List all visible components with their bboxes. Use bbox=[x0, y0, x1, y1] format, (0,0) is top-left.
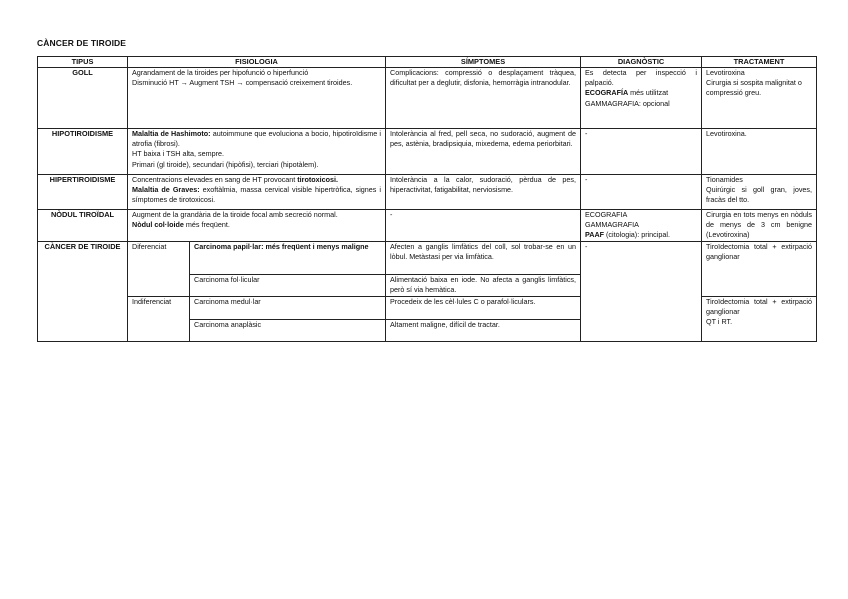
indif-tractament-line1: Tiroïdectomia total + extirpació ganglionar bbox=[706, 297, 813, 317]
tirotoxicosi-label: tirotoxicosi. bbox=[297, 175, 339, 184]
hiper-simptomes: Intolerància a la calor, sudoració, pèrdua de pes, hiperactivitat, fatigabilitat, nerviosisme. bbox=[386, 175, 581, 210]
carcinoma-follicular: Carcinoma fol·licular bbox=[190, 275, 386, 297]
cancer-diferenciat: Diferenciat bbox=[128, 242, 190, 297]
tipus-goll: GOLL bbox=[38, 68, 128, 129]
goll-simptomes: Complicacions: compressió o desplaçament tràquea, dificultat per a deglutir, disfonia, hemorràgia intranodular. bbox=[386, 68, 581, 129]
goll-diagnostic bbox=[581, 68, 702, 129]
header-tractament: TRACTAMENT bbox=[702, 57, 817, 68]
row-cancer-papillar bbox=[38, 242, 817, 275]
page-title: CÀNCER DE TIROIDE bbox=[37, 38, 127, 48]
nodul-diagnostic-line1: ECOGRAFIA bbox=[585, 210, 628, 219]
row-goll bbox=[38, 68, 817, 129]
goll-diagnostic-line2 bbox=[585, 88, 697, 98]
anaplasic-simptomes: Altament maligne, difícil de tractar. bbox=[386, 320, 581, 342]
row-hipertiroidisme bbox=[38, 175, 817, 210]
row-hipotiroidisme bbox=[38, 129, 817, 175]
carcinoma-papillar: Carcinoma papil·lar: més freqüent i menys maligne bbox=[190, 242, 386, 275]
goll-tractament-line1: Levotiroxina bbox=[706, 68, 745, 77]
nodul-fisiologia-line2 bbox=[132, 220, 381, 230]
cancer-diagnostic: - bbox=[581, 242, 702, 342]
cancer-indiferenciat: Indiferenciat bbox=[128, 297, 190, 342]
nodul-simptomes: - bbox=[386, 210, 581, 242]
tipus-hipertiroidisme: HIPERTIROIDISME bbox=[38, 175, 128, 210]
hiper-tractament-line2: Quirúrgic si goll gran, joves, fracàs del tto. bbox=[706, 185, 813, 205]
hiper-fisiologia-line1 bbox=[132, 175, 381, 185]
hiper-fisiologia-line2 bbox=[132, 185, 381, 205]
nodul-diagnostic bbox=[581, 210, 702, 242]
goll-diagnostic-line3: GAMMAGRAFIA: opcional bbox=[585, 98, 670, 108]
hiper-line1-pre: Concentracions elevades en sang de HT provocant bbox=[132, 175, 298, 184]
nodul-diagnostic-line3 bbox=[585, 230, 697, 240]
paaf-desc: (citologia): principal. bbox=[604, 230, 670, 240]
colloide-label: Nòdul col·loide bbox=[132, 220, 184, 230]
hiper-tractament bbox=[702, 175, 817, 210]
hipo-fisiologia-line2: HT baixa i TSH alta, sempre. bbox=[132, 149, 225, 159]
hipo-fisiologia bbox=[128, 129, 386, 175]
colloide-desc: més freqüent. bbox=[183, 220, 230, 230]
hipo-diagnostic: - bbox=[581, 129, 702, 175]
graves-label: Malaltia de Graves: bbox=[132, 185, 200, 195]
nodul-tractament: Cirurgia en tots menys en nòduls de menys de 3 cm benigne (Levotiroxina) bbox=[702, 210, 817, 242]
hiper-tractament-line1: Tionamides bbox=[706, 175, 743, 184]
follicular-simptomes: Alimentació baixa en iode. No afecta a ganglis limfàtics, però sí via hemàtica. bbox=[386, 275, 581, 297]
goll-fisiologia bbox=[128, 68, 386, 129]
carcinoma-medullar: Carcinoma medul·lar bbox=[190, 297, 386, 320]
header-simptomes: SÍMPTOMES bbox=[386, 57, 581, 68]
eco-label: ECOGRAFÍA bbox=[585, 88, 629, 98]
eco-rest: més utilitzat bbox=[628, 88, 669, 98]
header-tipus: TIPUS bbox=[38, 57, 128, 68]
cancer-tractament-dif: Tiroïdectomia total + extirpació ganglionar bbox=[702, 242, 817, 297]
hipo-tractament: Levotiroxina. bbox=[702, 129, 817, 175]
tipus-cancer: CÀNCER DE TIROIDE bbox=[38, 242, 128, 342]
graves-desc: exoftàlmia, massa cervical visible hipertròfica, signes i símptomes de tirotoxicosi. bbox=[132, 185, 382, 205]
goll-fisiologia-line2: Disminució HT → Augment TSH → compensació creixement tiroides. bbox=[132, 78, 353, 88]
header-row bbox=[38, 57, 817, 68]
goll-diagnostic-line1: Es detecta per inspecció i palpació. bbox=[585, 68, 698, 88]
hiper-diagnostic: - bbox=[581, 175, 702, 210]
hiper-fisiologia bbox=[128, 175, 386, 210]
thyroid-table bbox=[37, 56, 817, 342]
medullar-simptomes: Procedeix de les cèl·lules C o parafol·liculars. bbox=[386, 297, 581, 320]
goll-tractament-line2: Cirurgia si sospita malignitat o compressió greu. bbox=[706, 78, 802, 98]
row-nodul bbox=[38, 210, 817, 242]
cancer-tractament-indif bbox=[702, 297, 817, 342]
tipus-hipotiroidisme: HIPOTIROIDISME bbox=[38, 129, 128, 175]
tipus-nodul: NÒDUL TIROÏDAL bbox=[38, 210, 128, 242]
carcinoma-anaplasic: Carcinoma anaplàsic bbox=[190, 320, 386, 342]
hipo-fisiologia-line3: Primari (gl tiroide), secundari (hipòfisi), terciari (hipotàlem). bbox=[132, 159, 319, 169]
nodul-fisiologia bbox=[128, 210, 386, 242]
nodul-diagnostic-line2: GAMMAGRAFIA bbox=[585, 220, 639, 230]
nodul-fisiologia-line1: Augment de la grandària de la tiroide focal amb secreció normal. bbox=[132, 210, 338, 219]
hipo-simptomes: Intolerància al fred, pell seca, no sudoració, augment de pes, astènia, bradipsiquia, mixedema, edema periorbitari. bbox=[386, 129, 581, 175]
hashimoto-desc: autoimmune que evoluciona a bocio, hipotiroïdisme i atrofia (fibrosi). bbox=[132, 129, 382, 149]
indif-tractament-line2: QT i RT. bbox=[706, 317, 733, 327]
hashimoto-label: Malaltia de Hashimoto: bbox=[132, 129, 211, 138]
goll-tractament bbox=[702, 68, 817, 129]
papillar-simptomes: Afecten a ganglis limfàtics del coll, sol trobar-se en un lòbul. Metàstasi per via limfàtica. bbox=[386, 242, 581, 275]
hipo-fisiologia-line1 bbox=[132, 129, 381, 149]
paaf-label: PAAF bbox=[585, 230, 605, 240]
header-fisiologia: FISIOLOGIA bbox=[128, 57, 386, 68]
goll-fisiologia-line1: Agrandament de la tiroides per hipofunció o hiperfunció bbox=[132, 68, 309, 77]
header-diagnostic: DIAGNÒSTIC bbox=[581, 57, 702, 68]
